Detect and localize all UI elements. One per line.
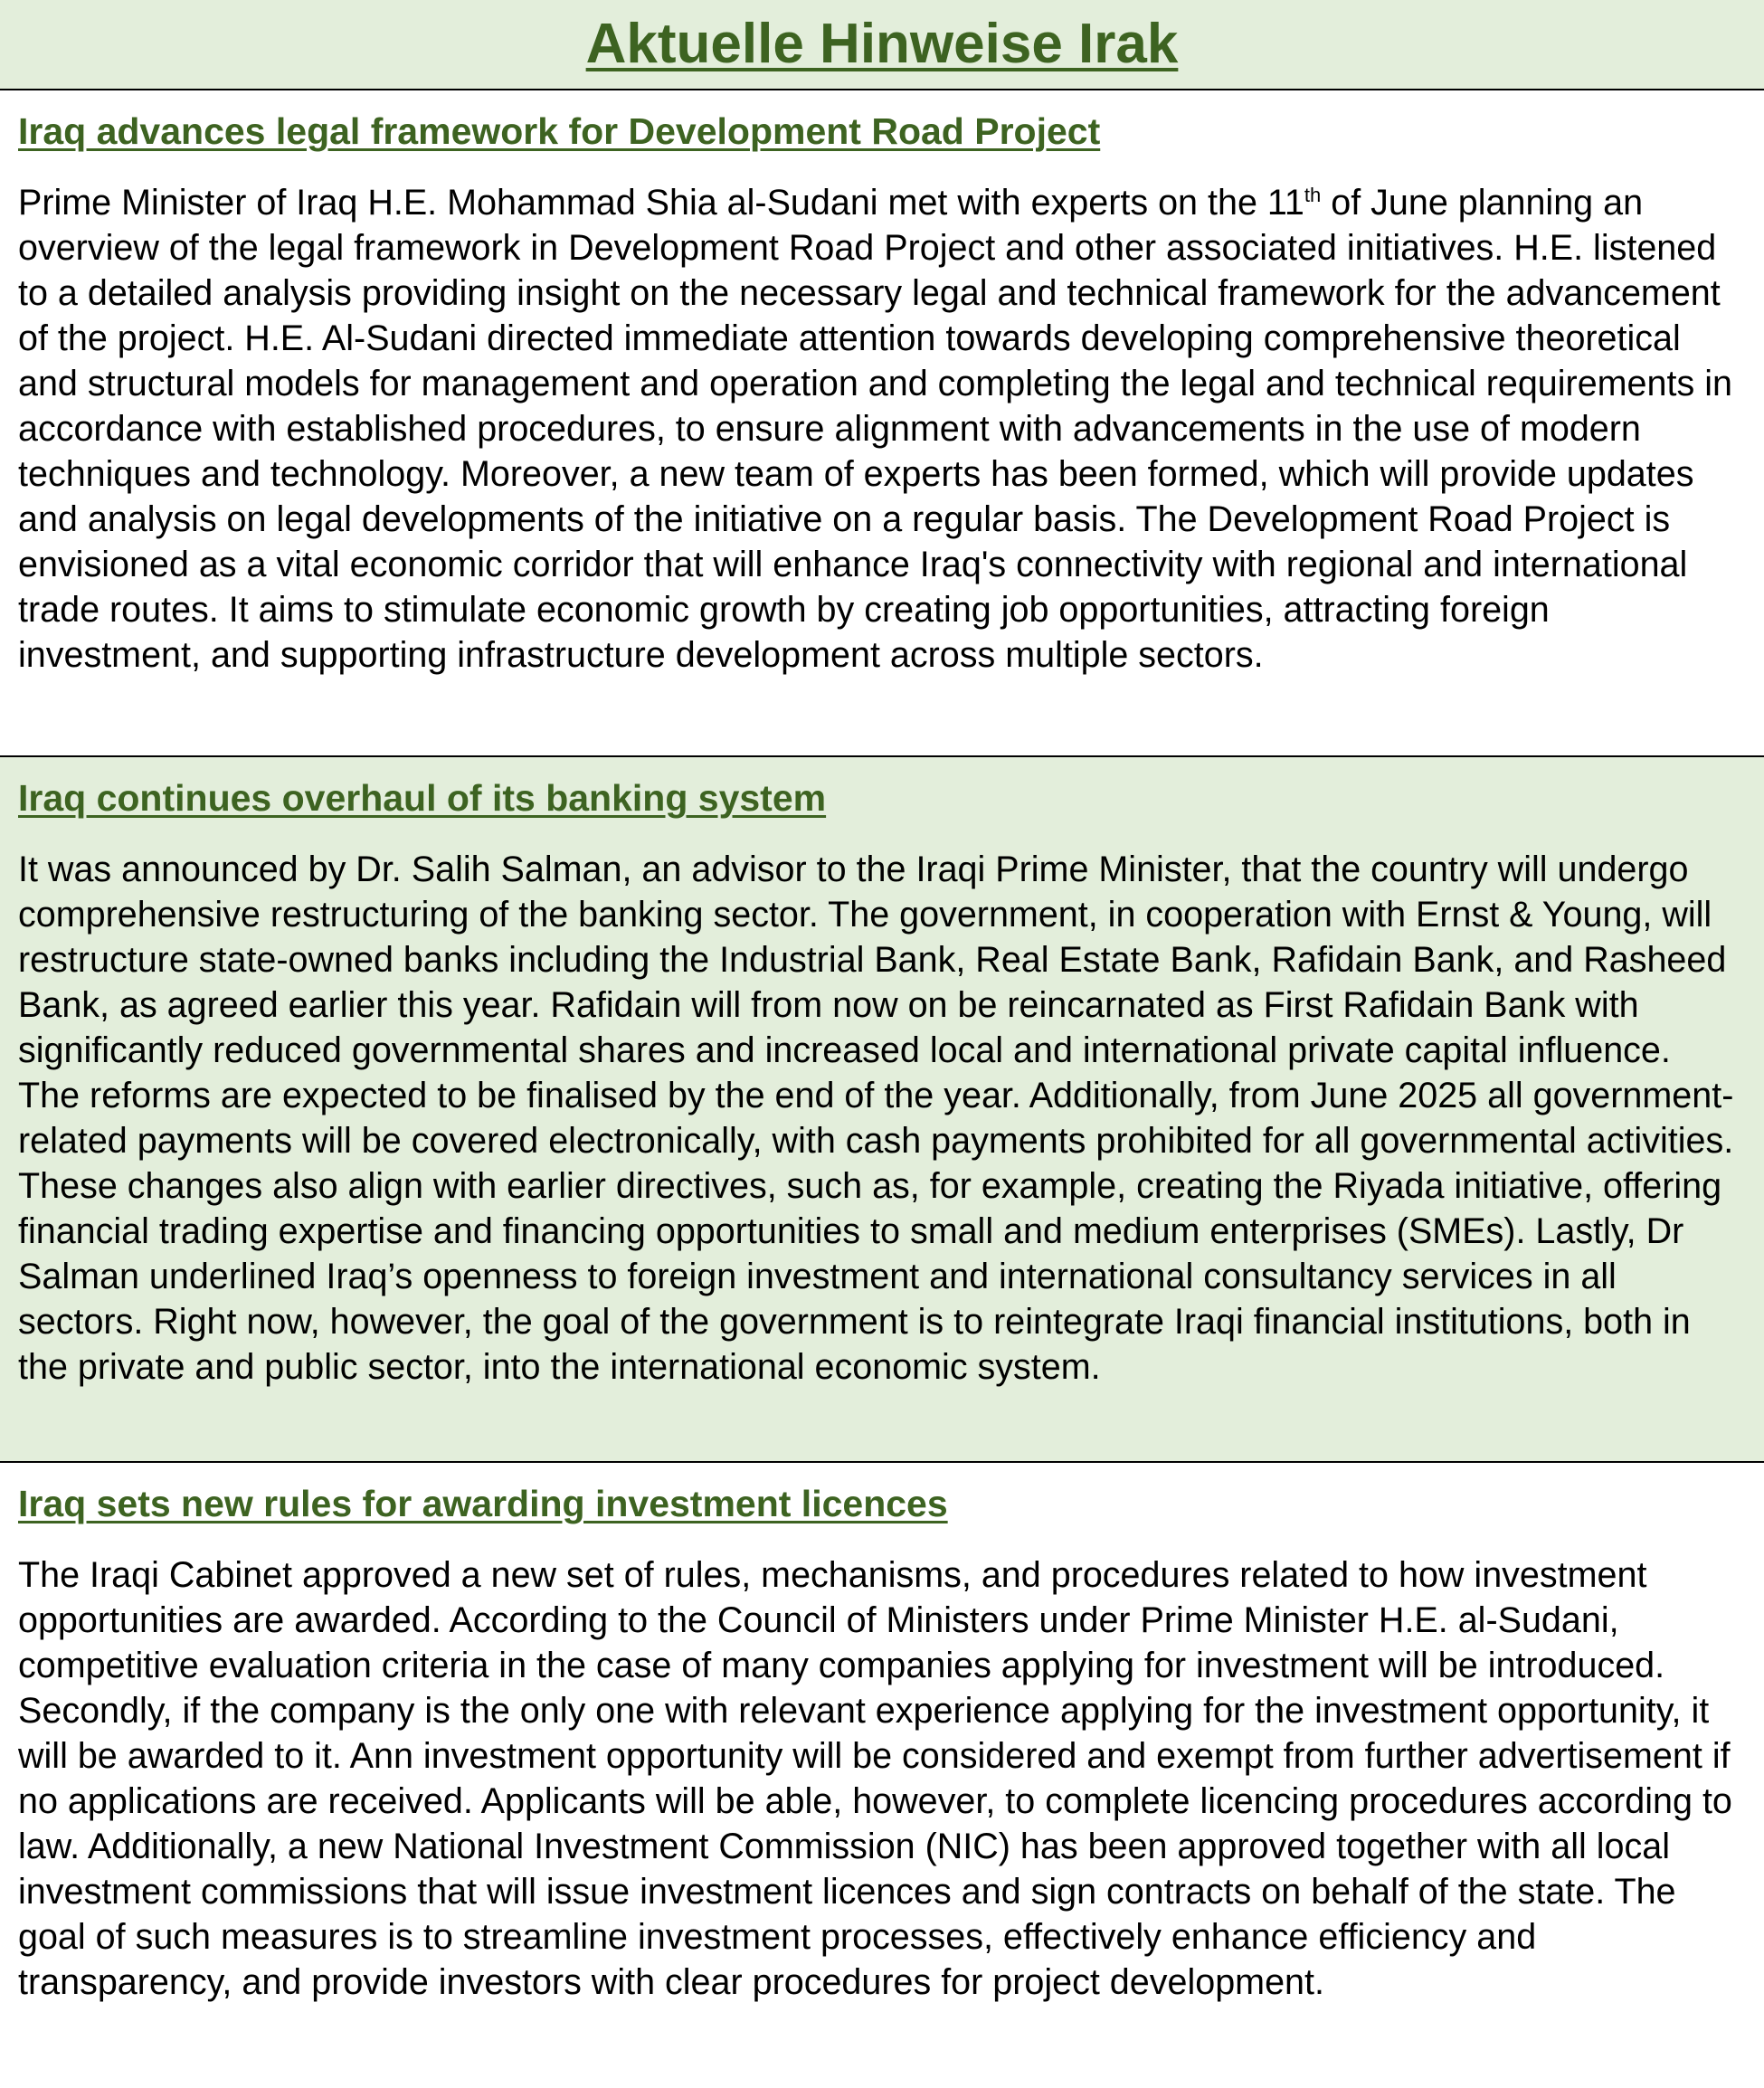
article-development-road <box>0 90 1764 757</box>
article-heading: Iraq advances legal framework for Development Road Project <box>18 110 1101 152</box>
article-body-text-rest: of June planning an overview of the legal framework in Development Road Project and other associated initiatives. H.E. listened to a detailed analysis providing insight on the necessary legal and technical framework for the advancement of the project. H.E. Al-Sudani directed immediate attention towards developing comprehensive theoretical and structural models for management and operation and completing the legal and technical requirements in accordance with established procedures, to ensure alignment with advancements in the use of modern techniques and technology. Moreover, a new team of experts has been formed, which will provide updates and analysis on legal developments of the initiative on a regular basis. The Development Road Project is envisioned as a vital economic corridor that will enhance Iraq's connectivity with regional and international trade routes. It aims to stimulate economic growth by creating job opportunities, attracting foreign investment, and supporting infrastructure development across multiple sectors. <box>18 183 1732 676</box>
article-investment-licences <box>0 1463 1764 2086</box>
article-body <box>18 180 1746 678</box>
article-heading: Iraq continues overhaul of its banking system <box>18 777 827 819</box>
ordinal-suffix: th <box>1304 183 1322 206</box>
article-banking-overhaul <box>0 757 1764 1463</box>
article-body-text-start: Prime Minister of Iraq H.E. Mohammad Shia al-Sudani met with experts on the 11 <box>18 183 1304 223</box>
article-heading: Iraq sets new rules for awarding investment licences <box>18 1483 948 1524</box>
page-header <box>0 0 1764 90</box>
article-body: The Iraqi Cabinet approved a new set of rules, mechanisms, and procedures related to how investment opportunities are awarded. According to the Council of Ministers under Prime Minister H.E. al-Sudani, competitive evaluation criteria in the case of many companies applying for investment will be introduced. Secondly, if the company is the only one with relevant experience applying for the investment opportunity, it will be awarded to it. Ann investment opportunity will be considered and exempt from further advertisement if no applications are received. Applicants will be able, however, to complete licencing procedures according to law. Additionally, a new National Investment Commission (NIC) has been approved together with all local investment commissions that will issue investment licences and sign contracts on behalf of the state. The goal of such measures is to streamline investment processes, effectively enhance efficiency and transparency, and provide investors with clear procedures for project development. <box>18 1555 1732 2003</box>
article-body: It was announced by Dr. Salih Salman, an advisor to the Iraqi Prime Minister, that the country will undergo comprehensive restructuring of the banking sector. The government, in cooperation with Ernst & Young, will restructure state-owned banks including the Industrial Bank, Real Estate Bank, Rafidain Bank, and Rasheed Bank, as agreed earlier this year. Rafidain will from now on be reincarnated as First Rafidain Bank with significantly reduced governmental shares and increased local and international private capital influence. The reforms are expected to be finalised by the end of the year. Additionally, from June 2025 all government-related payments will be covered electronically, with cash payments prohibited for all governmental activities. These changes also align with earlier directives, such as, for example, creating the Riyada initiative, offering financial trading expertise and financing opportunities to small and medium enterprises (SMEs). Lastly, Dr Salman underlined Iraq’s openness to foreign investment and international consultancy services in all sectors. Right now, however, the goal of the government is to reintegrate Iraqi financial institutions, both in the private and public sector, into the international economic system. <box>18 849 1734 1388</box>
page-title: Aktuelle Hinweise Irak <box>585 13 1179 75</box>
